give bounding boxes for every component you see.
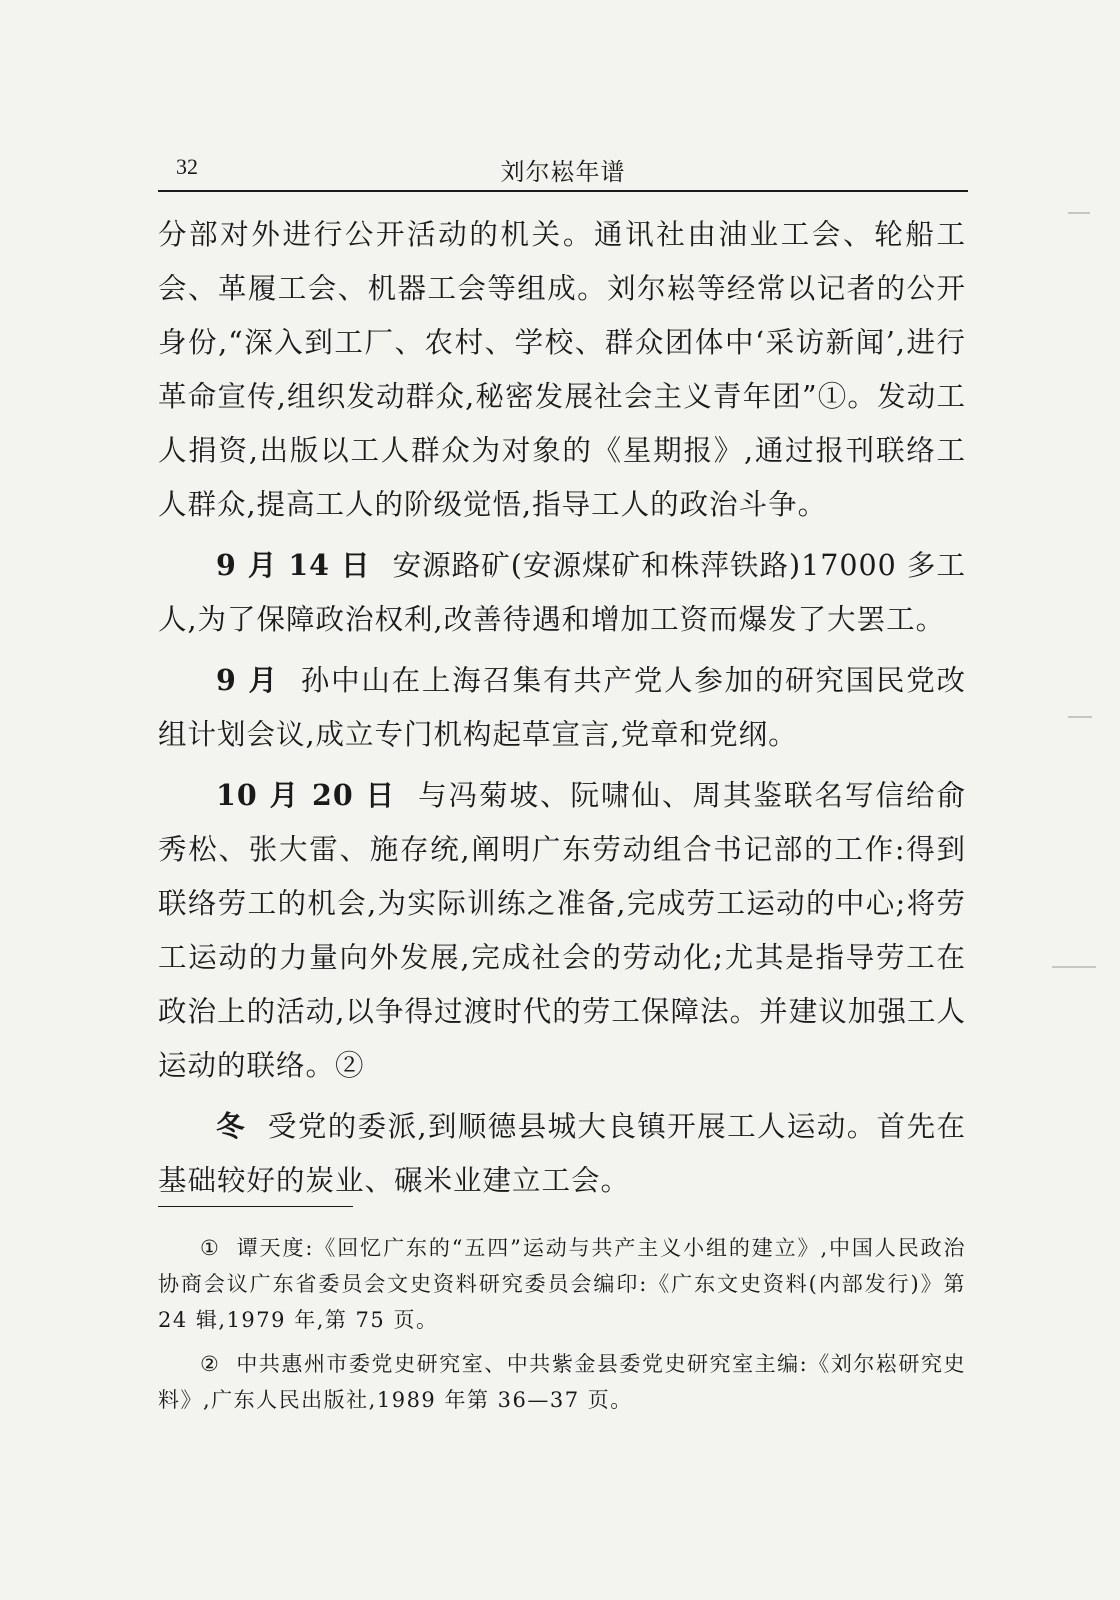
chronology-entry <box>158 538 966 647</box>
running-title: 刘尔崧年谱 <box>500 158 626 186</box>
entry-text: 安源路矿(安源煤矿和株萍铁路)17000 多工人,为了保障政治权利,改善待遇和增加工资而爆发了大罢工。 <box>158 549 966 636</box>
footnote-marker: ① <box>200 1236 221 1260</box>
scan-speck <box>1052 966 1096 968</box>
footnote-marker: ② <box>200 1352 221 1376</box>
chronology-entry <box>158 768 966 1093</box>
footnote <box>158 1230 966 1338</box>
header-rule <box>158 190 968 192</box>
scan-speck <box>1068 716 1092 718</box>
paragraph-continuation: 分部对外进行公开活动的机关。通讯社由油业工会、轮船工会、革履工会、机器工会等组成。刘尔崧等经常以记者的公开身份,“深入到工厂、农村、学校、群众团体中‘采访新闻’,进行革命宣传,组织发动群众,秘密发展社会主义青年团”①。发动工人捐资,出版以工人群众为对象的《星期报》,通过报刊联络工人群众,提高工人的阶级觉悟,指导工人的政治斗争。 <box>158 218 966 521</box>
footnotes <box>158 1230 966 1426</box>
footnote <box>158 1346 966 1418</box>
page-header <box>158 148 968 188</box>
body-text <box>158 208 966 1214</box>
page-number: 32 <box>176 154 198 179</box>
entry-date: 冬 <box>216 1109 246 1143</box>
entry-text: 孙中山在上海召集有共产党人参加的研究国民党改组计划会议,成立专门机构起草宣言,党章和党纲。 <box>158 664 966 751</box>
entry-text: 与冯菊坡、阮啸仙、周其鉴联名写信给俞秀松、张大雷、施存统,阐明广东劳动组合书记部的工作:得到联络劳工的机会,为实际训练之准备,完成劳工运动的中心;将劳工运动的力量向外发展,完成社会的劳动化;尤其是指导劳工在政治上的活动,以争得过渡时代的劳工保障法。并建议加强工人运动的联络。② <box>158 779 966 1082</box>
chronology-entry <box>158 653 966 762</box>
entry-date: 10 月 20 日 <box>216 778 397 812</box>
entry-date: 9 月 14 日 <box>216 548 371 582</box>
entry-text: 受党的委派,到顺德县城大良镇开展工人运动。首先在基础较好的炭业、碾米业建立工会。 <box>158 1110 966 1197</box>
footnote-rule <box>158 1206 353 1207</box>
footnote-text: 中共惠州市委党史研究室、中共紫金县委党史研究室主编:《刘尔崧研究史料》,广东人民出版社,1989 年第 36—37 页。 <box>158 1352 966 1412</box>
entry-date: 9 月 <box>216 663 279 697</box>
chronology-entry <box>158 1099 966 1208</box>
scan-speck <box>1068 212 1090 214</box>
footnote-text: 谭天度:《回忆广东的“五四”运动与共产主义小组的建立》,中国人民政治协商会议广东省委员会文史资料研究委员会编印:《广东文史资料(内部发行)》第 24 辑,1979 年,第 75 页。 <box>158 1236 966 1332</box>
